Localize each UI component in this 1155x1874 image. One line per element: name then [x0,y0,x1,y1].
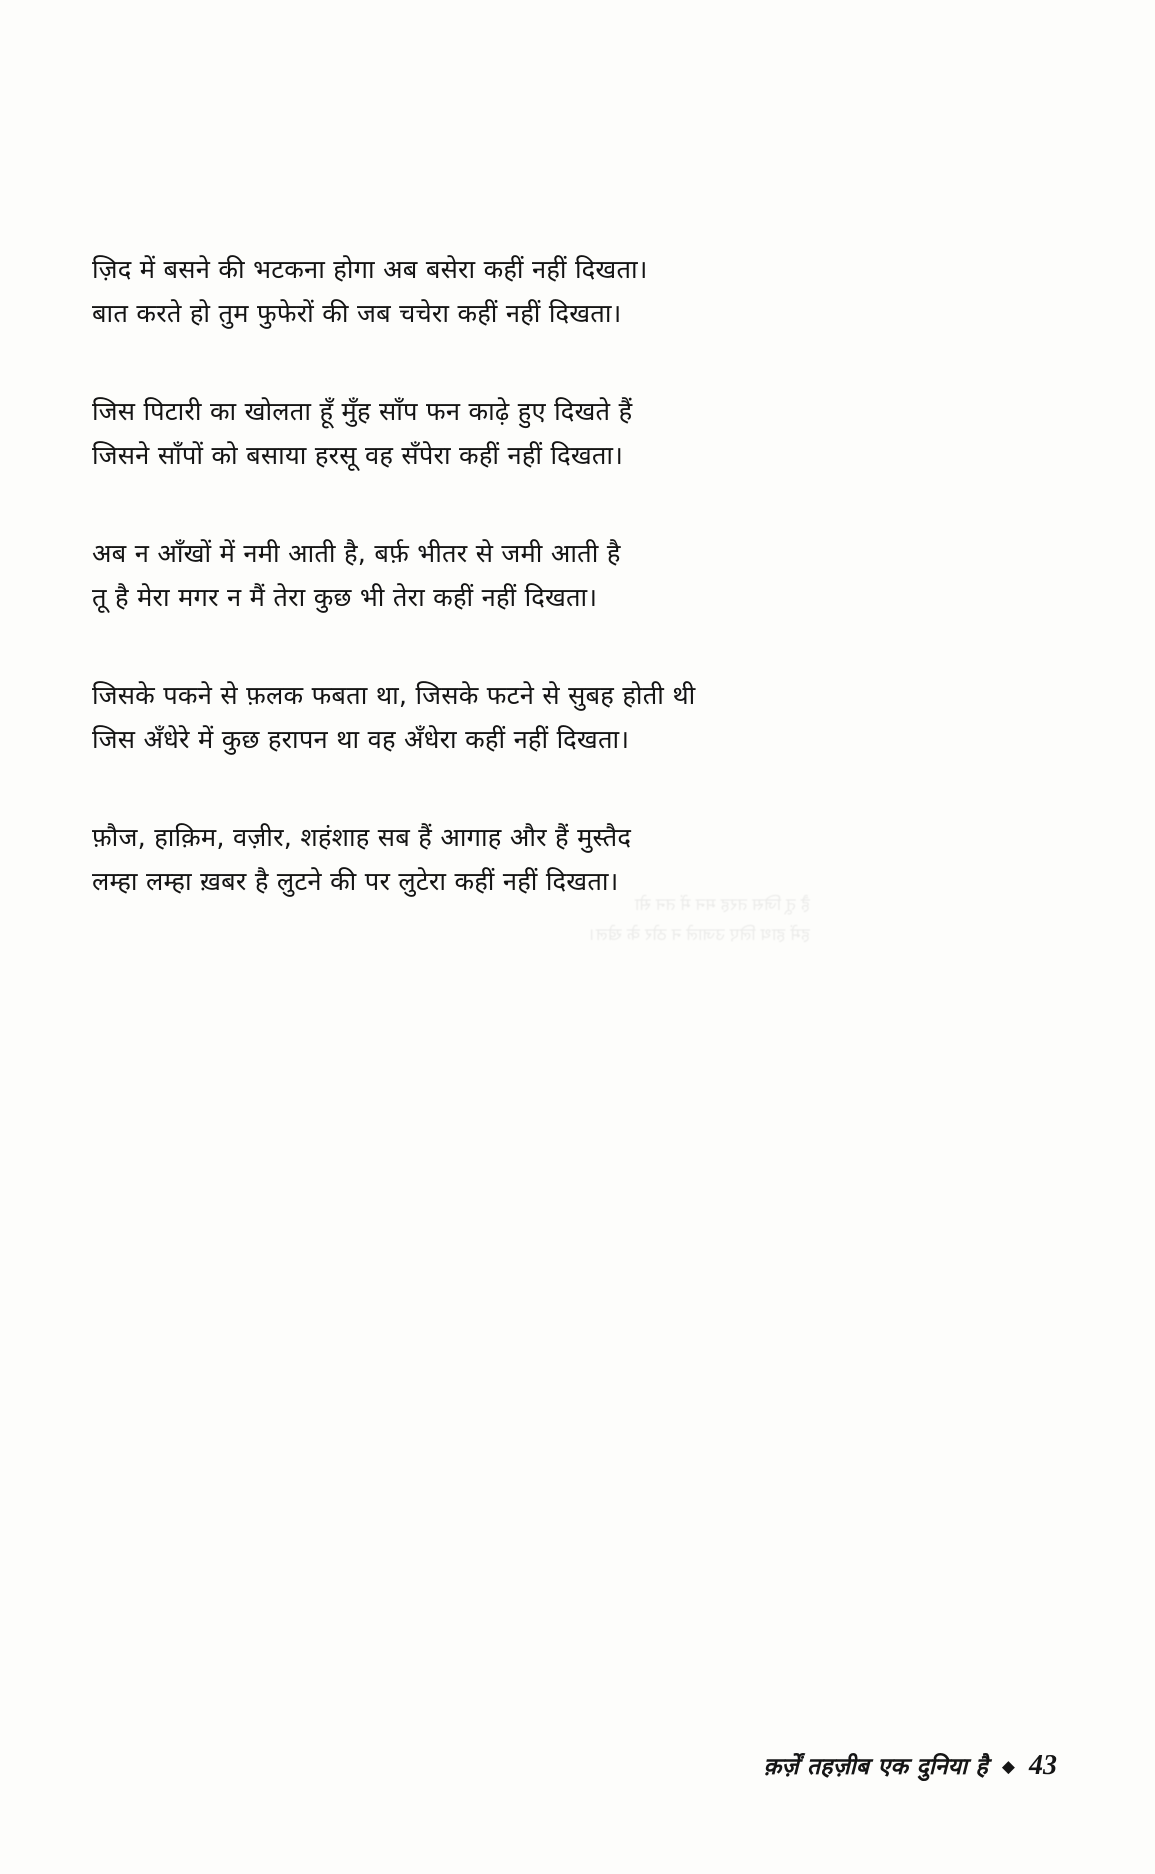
poem-body [92,248,952,904]
poem-line: ज़िद में बसने की भटकना होगा अब बसेरा कहीं नहीं दिखता। [92,255,648,285]
stanza [92,816,952,904]
poem-line: जिसने साँपों को बसाया हरसू वह सँपेरा कहीं नहीं दिखता। [92,441,624,471]
poem-line: तू है मेरा मगर न मैं तेरा कुछ भी तेरा कहीं नहीं दिखता। [92,583,598,613]
diamond-icon: ◆ [1001,1757,1015,1776]
stanza [92,390,952,478]
stanza [92,674,952,762]
bleed-line-2: हमें हाथ लिए उजाले न ठोर के खेल। [588,925,810,944]
page-footer [0,1749,1057,1782]
stanza [92,532,952,620]
poem-line: बात करते हो तुम फुफेरों की जब चचेरा कहीं नहीं दिखता। [92,299,622,329]
poem-line: अब न आँखों में नमी आती है, बर्फ़ भीतर से जमी आती है [92,539,621,569]
stanza [92,248,952,336]
poem-line: फ़ौज, हाक़िम, वज़ीर, शहंशाह सब हैं आगाह और हैं मुस्तैद [92,823,632,853]
footer-book-title: क़र्ज़ें तहज़ीब एक दुनिया है [763,1754,988,1780]
page-number: 43 [1029,1750,1057,1781]
bleed-line-1: है तू जिस तरह मन में तन सेा [634,895,810,914]
poem-line: जिसके पकने से फ़लक फबता था, जिसके फटने से सुबह होती थी [92,681,696,711]
poem-line: लम्हा लम्हा ख़बर है लुटने की पर लुटेरा कहीं नहीं दिखता। [92,867,619,897]
poem-line: जिस पिटारी का खोलता हूँ मुँह साँप फन काढ़े हुए दिखते हैं [92,397,633,427]
poem-line: जिस अँधेरे में कुछ हरापन था वह अँधेरा कहीं नहीं दिखता। [92,725,630,755]
